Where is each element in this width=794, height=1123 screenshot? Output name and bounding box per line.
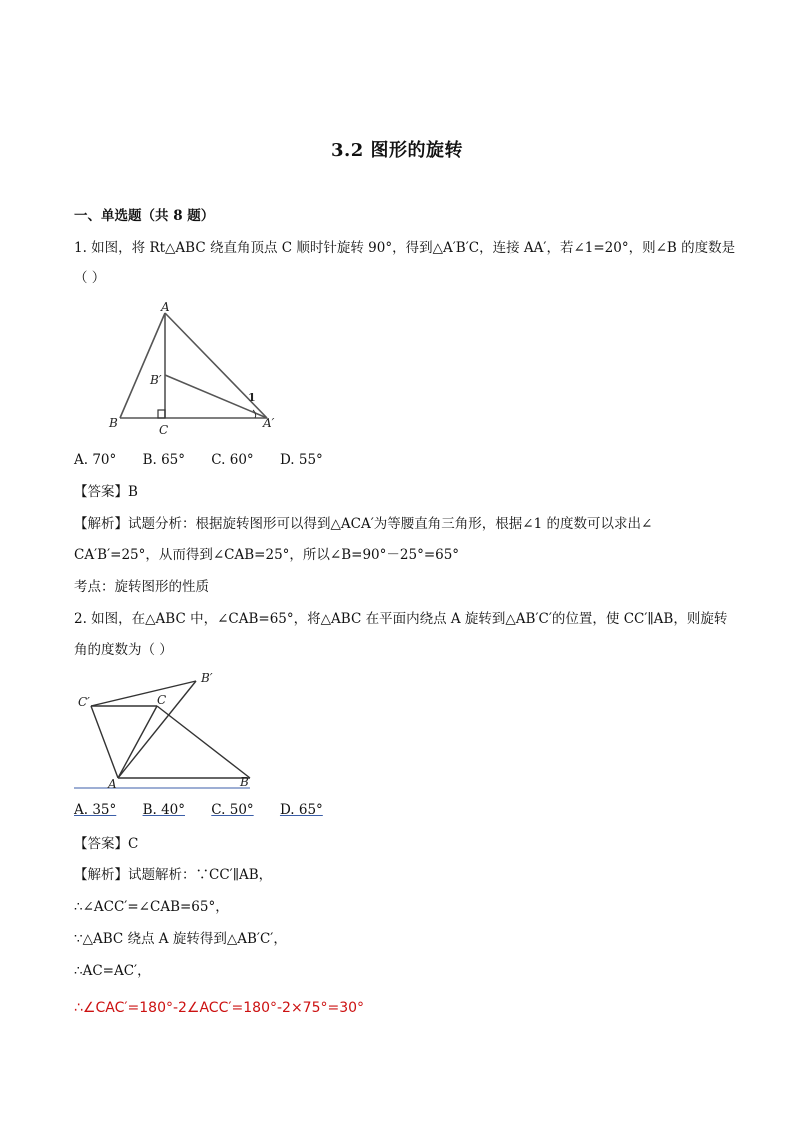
q1-choices: [74, 450, 734, 470]
page-title: 3.2 图形的旋转: [330, 140, 464, 161]
q2-label-bp: B′: [201, 671, 213, 685]
q1-answer: 【答案】B: [74, 484, 138, 500]
q1-angle-arc: [253, 410, 256, 418]
q1-label-b: B: [109, 416, 118, 430]
q1-kaodian: 考点：旋转图形的性质: [74, 579, 209, 595]
q1-label-c: C: [159, 423, 169, 437]
q2-label-c: C: [157, 693, 167, 707]
q1-choice-c[interactable]: C. 60°: [211, 452, 254, 468]
q1-label-angle1: 1: [248, 391, 256, 404]
q1-right-angle-mark: [158, 410, 165, 418]
q2-analysis-line3: ∵△ABC 绕点 A 旋转得到△AB′C′，: [74, 931, 287, 947]
q1-choice-a[interactable]: A. 70°: [74, 452, 117, 468]
q2-stem-line1: 2. 如图，在△ABC 中，∠CAB=65°，将△ABC 在平面内绕点 A 旋转到△AB′C′的位置，使 CC′∥AB，则旋转: [74, 611, 728, 627]
q2-analysis-line2: ∴∠ACC′=∠CAB=65°，: [74, 899, 229, 915]
q2-choice-b[interactable]: B. 40°: [142, 802, 185, 818]
q1-figure: [95, 300, 285, 440]
q1-label-ap: A′: [263, 416, 275, 430]
q2-edge-ac: [118, 706, 157, 778]
section-heading: 一、单选题（共 8 题）: [74, 208, 215, 224]
q2-choice-c[interactable]: C. 50°: [211, 802, 254, 818]
q2-stem-line2: 角的度数为（ ）: [74, 642, 173, 658]
q2-answer: 【答案】C: [74, 836, 139, 852]
q1-choice-d[interactable]: D. 55°: [279, 452, 323, 468]
q2-edge-cpbp: [91, 681, 196, 706]
q1-analysis-line2: CA′B′=25°，从而得到∠CAB=25°，所以∠B=90°－25°=65°: [74, 547, 460, 563]
q2-edge-acp: [91, 706, 118, 778]
q2-label-a: A: [108, 777, 117, 791]
q1-stem-line1: 1. 如图，将 Rt△ABC 绕直角顶点 C 顺时针旋转 90°，得到△A′B′C，连接 AA′，若∠1=20°，则∠B 的度数是: [74, 240, 736, 256]
q1-analysis-line1: 【解析】试题分析：根据旋转图形可以得到△ACA′为等腰直角三角形，根据∠1 的度数可以求出∠: [74, 516, 653, 532]
q1-edge-ab: [120, 313, 165, 418]
q2-figure: [74, 668, 274, 796]
q2-choices: [74, 800, 734, 820]
q1-label-a: A: [161, 300, 170, 314]
q1-label-bp: B′: [150, 373, 162, 387]
q2-analysis-line1: 【解析】试题解析：∵CC′∥AB，: [74, 867, 273, 883]
q2-edge-cb: [157, 706, 250, 778]
q2-choice-a[interactable]: A. 35°: [74, 802, 117, 818]
q2-label-b: B: [240, 775, 249, 789]
q2-label-cp: C′: [78, 695, 90, 709]
q2-choice-d[interactable]: D. 65°: [279, 802, 323, 818]
q1-choice-b[interactable]: B. 65°: [142, 452, 185, 468]
q1-stem-line2: （ ）: [74, 270, 106, 286]
q2-analysis-line4: ∴AC=AC′，: [74, 963, 151, 979]
q2-red-conclusion: ∴∠CAC′=180°-2∠ACC′=180°-2×75°=30°: [74, 1000, 365, 1016]
